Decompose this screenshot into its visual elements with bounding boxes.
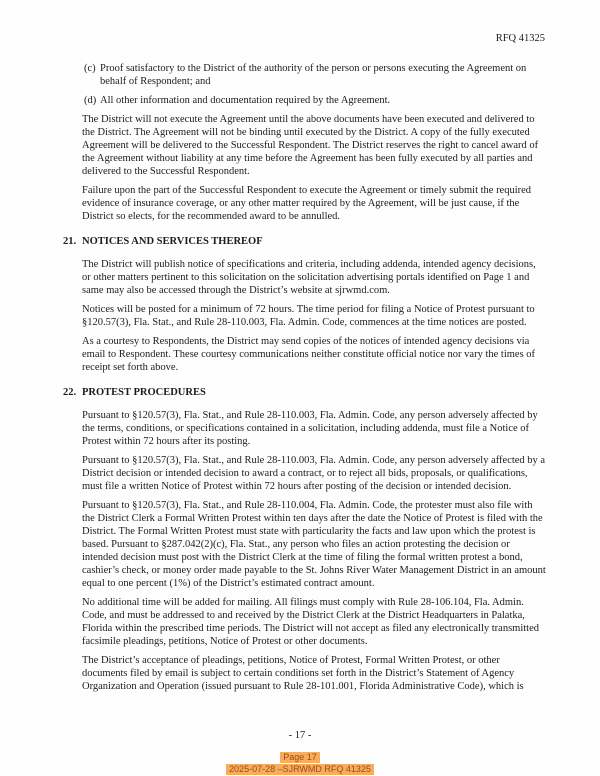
- section-title: PROTEST PROCEDURES: [82, 387, 206, 398]
- paragraph: As a courtesy to Respondents, the District may send copies of the notices of intended agency decisions via email to Respondent. These courtesy communications neither constitute official notice nor vary the times of receipt set forth above.: [82, 336, 536, 373]
- stamp-page-label: Page 17: [280, 752, 320, 763]
- list-item-c: [82, 62, 546, 88]
- paragraph: Notices will be posted for a minimum of 72 hours. The time period for filing a Notice of Protest pursuant to §120.57(3), Fla. Stat., and Rule 28-110.003, Fla. Admin. Code, commences at the time notices are posted.: [82, 304, 535, 328]
- paragraph: The District’s acceptance of pleadings, petitions, Notice of Protest, Formal Written Protest, or other documents filed by email is subject to certain conditions set forth in the District’s Statement of Agency Organization and Operation (issued pursuant to Rule 28-101.001, Florida Administrative Code), which is: [82, 655, 524, 692]
- list-item-marker: (d): [84, 95, 97, 106]
- stamp-date-label: 2025-07-28 –SJRWMD RFQ 41325: [226, 764, 374, 775]
- section-number: 22.: [63, 387, 77, 398]
- paragraph: Failure upon the part of the Successful Respondent to execute the Agreement or timely submit the required evidence of insurance coverage, or any other matter required by the Agreement, will be just cause, if the District so elects, for the recommended award to be annulled.: [82, 185, 532, 222]
- document-body: [63, 62, 546, 699]
- list-item-d: [82, 94, 546, 107]
- page-number: - 17 -: [288, 730, 312, 741]
- section-heading-22: [63, 386, 546, 399]
- paragraph: Pursuant to §120.57(3), Fla. Stat., and Rule 28-110.004, Fla. Admin. Code, the protester must also file with the District Clerk a Formal Written Protest within ten days after the date the Notice of Protest is filed with the District. The Formal Written Protest must state with particularity the facts and law upon which the protest is based. Pursuant to §287.042(2)(c), Fla. Stat., any person who files an action protesting the decision or intended decision must post with the District Clerk at the time of filing the formal written protest a bond, cashier’s check, or money order made payable to the St. Johns River Water Management District in an amount equal to one percent (1%) of the District’s estimated contract amount.: [82, 500, 546, 589]
- stamp-page-line: [0, 752, 600, 763]
- page-footer: [0, 729, 600, 776]
- doc-ref-header: RFQ 41325: [495, 33, 545, 44]
- section-title: NOTICES AND SERVICES THEREOF: [82, 236, 263, 247]
- list-item-text: All other information and documentation required by the Agreement.: [100, 95, 391, 106]
- stamp-date-line: [0, 764, 600, 775]
- section-heading-21: [63, 235, 546, 248]
- paragraph: The District will publish notice of specifications and criteria, including addenda, intended agency decisions, or other matters pertinent to this solicitation on the solicitation advertising portals identified on Page 1 and same may also be accessed through the District’s website at sjrwmd.com.: [82, 259, 536, 296]
- paragraph: Pursuant to §120.57(3), Fla. Stat., and Rule 28-110.003, Fla. Admin. Code, any person adversely affected by the terms, conditions, or specifications contained in a solicitation, including addenda, must file a Notice of Protest within 72 hours after its posting.: [82, 410, 538, 447]
- paragraph: Pursuant to §120.57(3), Fla. Stat., and Rule 28-110.003, Fla. Admin. Code, any person adversely affected by a District decision or intended decision to award a contract, or to reject all bids, proposals, or qualifications, must file a written Notice of Protest within 72 hours after posting of the decision or intended decision.: [82, 455, 546, 492]
- section-number: 21.: [63, 236, 77, 247]
- list-item-marker: (c): [84, 63, 96, 74]
- paragraph: No additional time will be added for mailing. All filings must comply with Rule 28-106.104, Fla. Admin. Code, and must be addressed to and received by the District Clerk at the District Headquarters in Palatka, Florida within the prescribed time periods. The District will not accept as filed any electronically transmitted facsimile pleadings, petitions, Notice of Protest or other documents.: [82, 597, 540, 647]
- list-item-text: Proof satisfactory to the District of the authority of the person or persons executing the Agreement on behalf of Respondent; and: [100, 63, 527, 87]
- paragraph: The District will not execute the Agreement until the above documents have been executed and delivered to the District. The Agreement will not be binding until executed by the District. A copy of the fully executed Agreement will be delivered to the Successful Respondent. The District reserves the right to cancel award of the Agreement without liability at any time before the Agreement has been fully executed by all parties and delivered to the Successful Respondent.: [82, 114, 539, 177]
- footer-stamp: [0, 752, 600, 775]
